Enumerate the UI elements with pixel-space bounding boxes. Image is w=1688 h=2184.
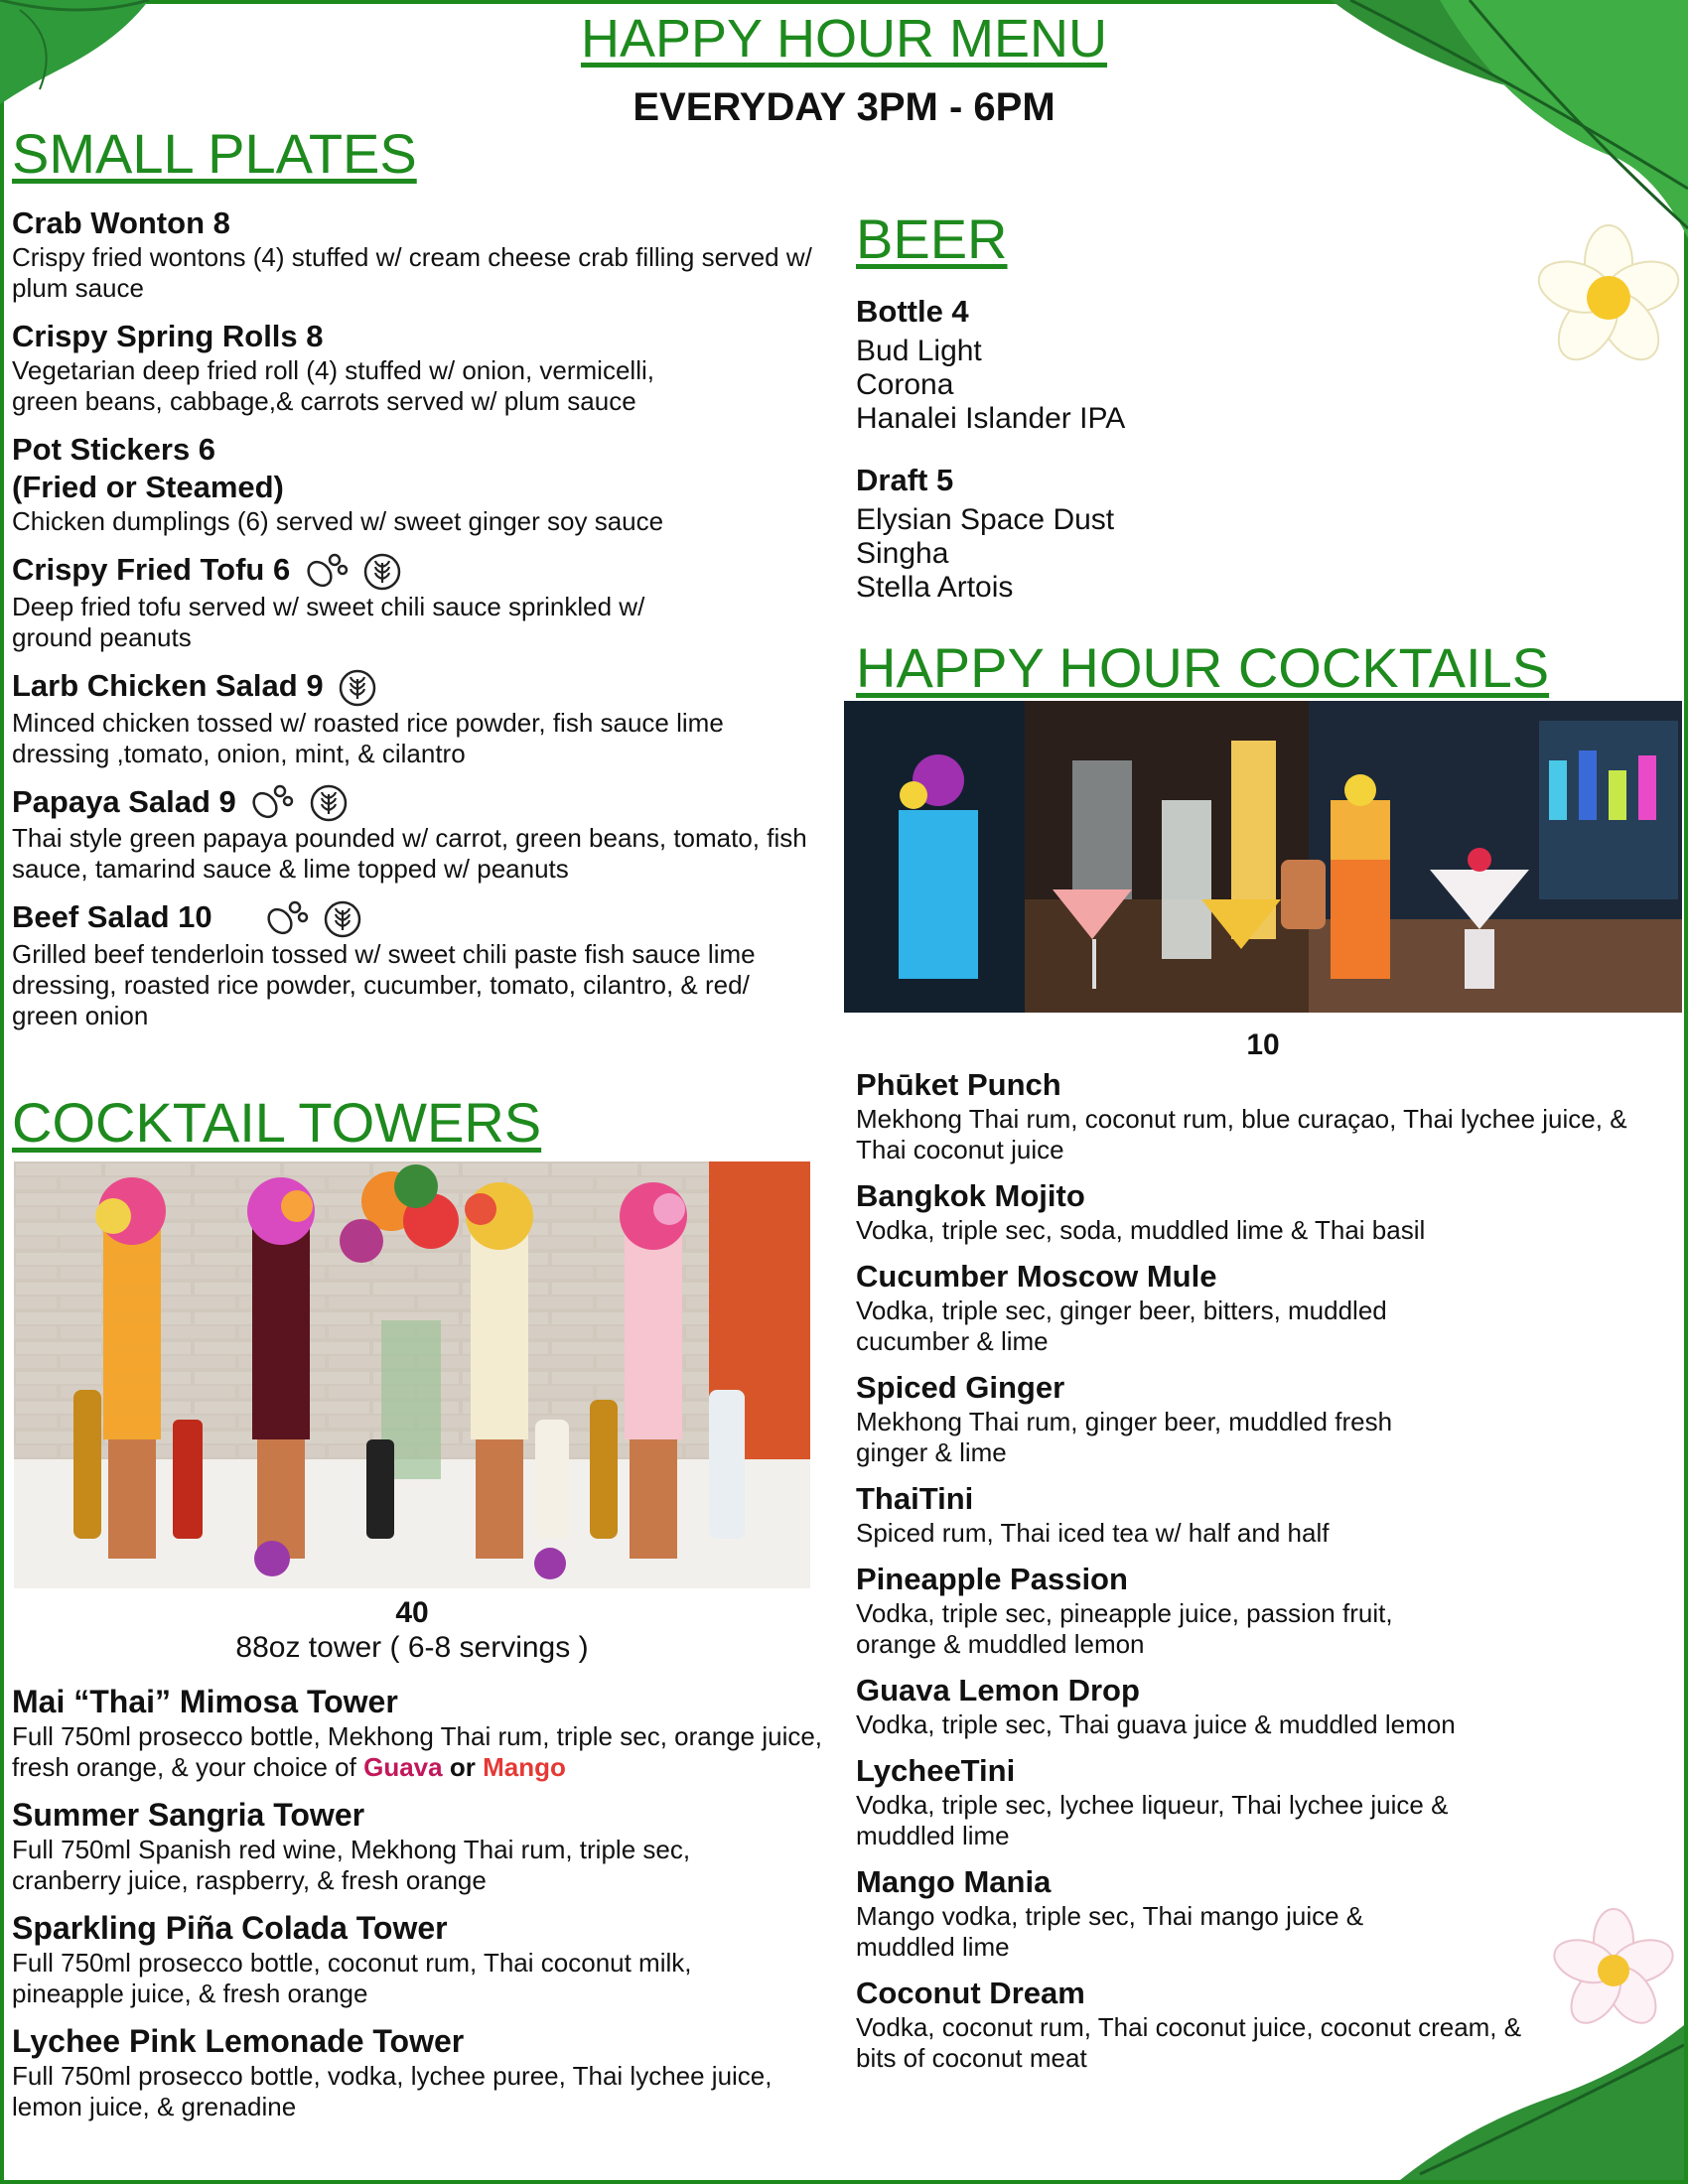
item-name: Phūket Punch <box>856 1067 1061 1102</box>
item-name: Mai “Thai” Mimosa Tower <box>12 1684 398 1719</box>
item-name: Beef Salad 10 <box>12 899 212 935</box>
section-happy-hour-cocktails: HAPPY HOUR COCKTAILS <box>856 636 1550 699</box>
item-desc: Vodka, triple sec, soda, muddled lime & Thai basil <box>856 1215 1426 1245</box>
beer-item: Bud Light <box>856 335 982 367</box>
item-name-sub: (Fried or Steamed) <box>12 470 284 504</box>
gluten-free-icon <box>323 899 362 939</box>
item-desc: Chicken dumplings (6) served w/ sweet ginger soy sauce <box>12 506 664 536</box>
gluten-free-icon <box>338 668 377 708</box>
menu-item <box>856 1177 1670 1246</box>
menu-item <box>856 1258 1670 1357</box>
menu-item <box>12 431 836 537</box>
item-name-row <box>12 551 836 592</box>
menu-item <box>856 1672 1670 1740</box>
beer-draft-label: Draft 5 <box>856 463 954 497</box>
item-desc: Vodka, triple sec, lychee liqueur, Thai lychee juice & muddled lime <box>856 1790 1449 1850</box>
item-name: Lychee Pink Lemonade Tower <box>12 2023 465 2059</box>
menu-item <box>856 1480 1670 1549</box>
towers-size: 88oz tower ( 6-8 servings ) <box>235 1631 589 1664</box>
item-desc: Crispy fried wontons (4) stuffed w/ cream cheese crab filling served w/ plum sauce <box>12 242 812 303</box>
item-desc: Grilled beef tenderloin tossed w/ sweet chili paste fish sauce lime dressing, roasted rice powder, cucumber, tomato, cilantro, & red/ green onion <box>12 939 756 1031</box>
peanut-icon <box>265 899 309 939</box>
menu-hours: EVERYDAY 3PM - 6PM <box>633 85 1055 129</box>
menu-item <box>12 318 836 417</box>
menu-item <box>12 667 836 769</box>
towers-price: 40 <box>395 1596 429 1629</box>
choice-mango: Mango <box>483 1752 566 1782</box>
item-desc: Mekhong Thai rum, coconut rum, blue curaçao, Thai lychee juice, & Thai coconut juice <box>856 1104 1627 1164</box>
item-desc: Mango vodka, triple sec, Thai mango juice & muddled lime <box>856 1901 1364 1962</box>
cocktails-price: 10 <box>1246 1028 1280 1061</box>
beer-bottle-group <box>856 293 1670 436</box>
item-name-row <box>12 667 836 708</box>
item-name: Bangkok Mojito <box>856 1178 1085 1213</box>
gluten-free-icon <box>309 783 349 823</box>
menu-item <box>856 1975 1670 2074</box>
item-name: Papaya Salad 9 <box>12 783 236 819</box>
beer-item: Stella Artois <box>856 571 1014 604</box>
item-name: Guava Lemon Drop <box>856 1673 1140 1707</box>
item-desc: Deep fried tofu served w/ sweet chili sauce sprinkled w/ ground peanuts <box>12 591 645 652</box>
item-desc: Full 750ml Spanish red wine, Mekhong Thai rum, triple sec, cranberry juice, raspberry, & fresh orange <box>12 1835 691 1895</box>
menu-item <box>856 1561 1670 1660</box>
item-name-row <box>12 898 836 939</box>
item-desc: Spiced rum, Thai iced tea w/ half and half <box>856 1518 1330 1548</box>
item-name: Crab Wonton 8 <box>12 205 230 240</box>
section-small-plates: SMALL PLATES <box>12 122 417 185</box>
menu-item <box>12 205 836 304</box>
choice-or: or <box>449 1752 476 1782</box>
item-desc: Vodka, triple sec, pineapple juice, passion fruit, orange & muddled lemon <box>856 1598 1393 1659</box>
cocktail-towers-photo <box>14 1161 810 1588</box>
menu-item <box>856 1752 1670 1851</box>
item-name: Crispy Spring Rolls 8 <box>12 319 324 353</box>
item-name: Crispy Fried Tofu 6 <box>12 552 291 587</box>
menu-item <box>856 1863 1670 1963</box>
item-desc: Full 750ml prosecco bottle, coconut rum, Thai coconut milk, pineapple juice, & fresh orange <box>12 1948 692 2008</box>
menu-item <box>12 898 836 1031</box>
happy-hour-cocktails-photo <box>844 701 1682 1013</box>
beer-item: Hanalei Islander IPA <box>856 402 1126 435</box>
beer-item: Corona <box>856 368 954 401</box>
menu-item <box>856 1066 1670 1165</box>
item-name: Sparkling Piña Colada Tower <box>12 1910 448 1946</box>
item-desc: Vodka, triple sec, Thai guava juice & muddled lemon <box>856 1709 1456 1739</box>
item-name: Spiced Ginger <box>856 1370 1065 1405</box>
menu-item <box>12 1795 836 1896</box>
item-name: Larb Chicken Salad 9 <box>12 667 324 703</box>
item-name: Summer Sangria Tower <box>12 1797 365 1833</box>
item-desc <box>12 1721 826 1783</box>
item-desc: Vodka, triple sec, ginger beer, bitters, muddled cucumber & lime <box>856 1296 1387 1356</box>
item-desc: Vegetarian deep fried roll (4) stuffed w/ onion, vermicelli, green beans, cabbage,& carrots served w/ plum sauce <box>12 355 654 416</box>
section-beer: BEER <box>856 207 1008 270</box>
item-name: Coconut Dream <box>856 1976 1085 2010</box>
choice-guava: Guava <box>363 1752 443 1782</box>
beer-item: Singha <box>856 537 949 570</box>
item-desc: Full 750ml prosecco bottle, vodka, lychee puree, Thai lychee juice, lemon juice, & grenadine <box>12 2061 773 2121</box>
menu-item <box>856 1369 1670 1468</box>
menu-item <box>12 2021 836 2122</box>
item-desc: Minced chicken tossed w/ roasted rice powder, fish sauce lime dressing ,tomato, onion, mint, & cilantro <box>12 707 724 768</box>
item-desc: Vodka, coconut rum, Thai coconut juice, coconut cream, & bits of coconut meat <box>856 2012 1522 2073</box>
item-name: Mango Mania <box>856 1864 1052 1899</box>
item-desc-text: Full 750ml prosecco bottle, Mekhong Thai rum, triple sec, orange juice, fresh orange, & your choice of <box>12 1721 823 1782</box>
item-desc: Thai style green papaya pounded w/ carrot, green beans, tomato, fish sauce, tamarind sauce & lime topped w/ peanuts <box>12 823 807 885</box>
item-name: Cucumber Moscow Mule <box>856 1259 1217 1294</box>
small-plates-list <box>12 205 836 1045</box>
beer-list <box>856 293 1670 630</box>
cocktail-towers-list <box>12 1682 836 2134</box>
beer-bottle-label: Bottle 4 <box>856 294 969 329</box>
beer-item: Elysian Space Dust <box>856 503 1115 536</box>
item-name: Pineapple Passion <box>856 1562 1128 1596</box>
menu-item <box>12 783 836 886</box>
menu-item <box>12 551 836 653</box>
peanut-icon <box>305 552 349 592</box>
happy-hour-cocktails-list <box>856 1066 1670 2086</box>
section-cocktail-towers: COCKTAIL TOWERS <box>12 1091 542 1154</box>
peanut-icon <box>250 783 294 823</box>
beer-draft-group <box>856 462 1670 605</box>
item-name: Pot Stickers 6 <box>12 432 216 467</box>
gluten-free-icon <box>362 552 402 592</box>
item-desc: Mekhong Thai rum, ginger beer, muddled fresh ginger & lime <box>856 1407 1393 1467</box>
item-name: ThaiTini <box>856 1481 974 1516</box>
menu-item <box>12 1682 836 1783</box>
menu-title: HAPPY HOUR MENU <box>580 9 1108 68</box>
item-name: LycheeTini <box>856 1753 1016 1788</box>
item-name-row <box>12 783 836 824</box>
menu-item <box>12 1908 836 2009</box>
